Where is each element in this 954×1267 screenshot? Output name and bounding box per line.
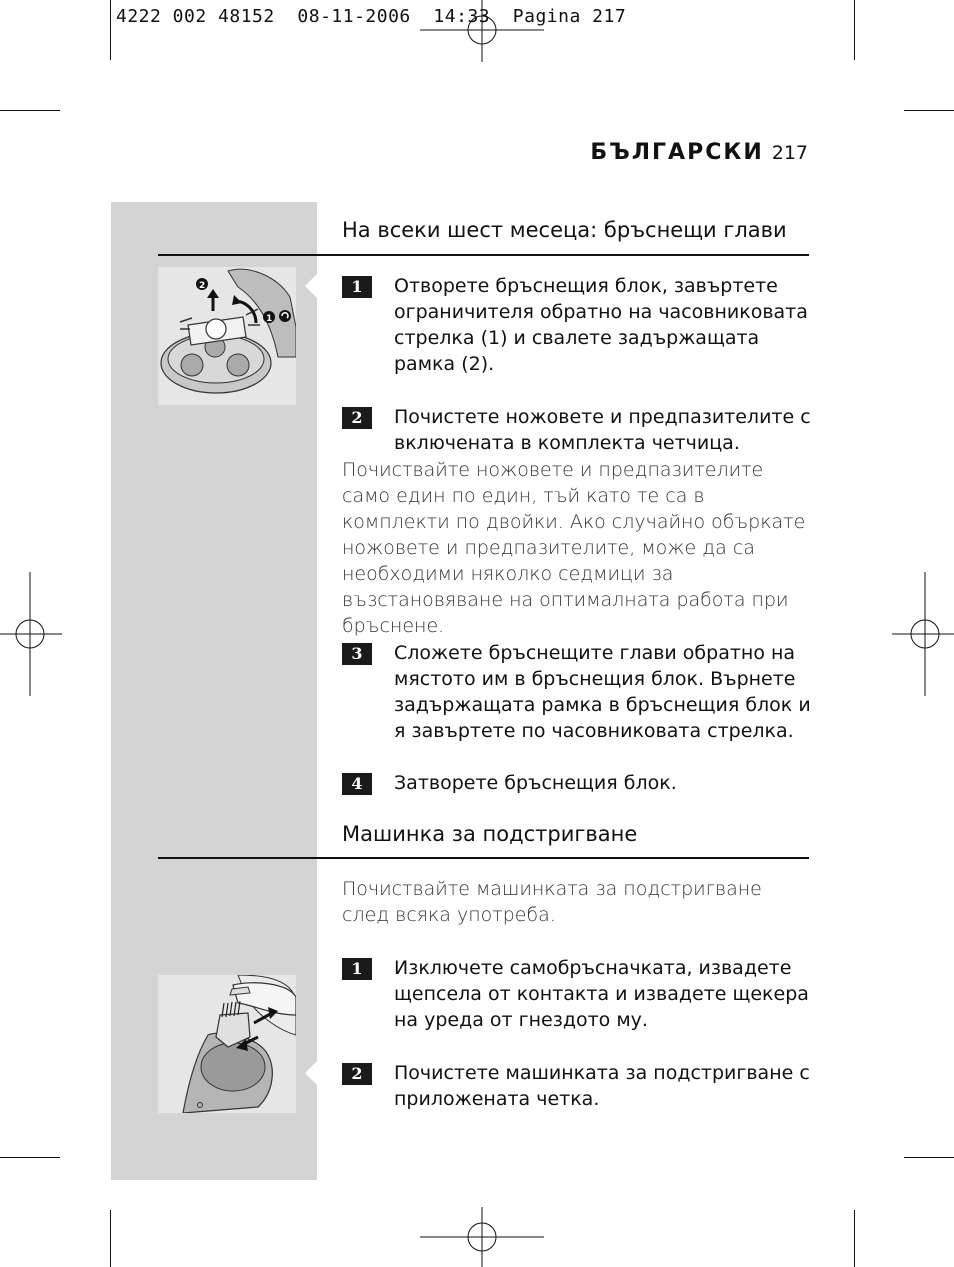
step-text-4: Затворете бръснещия блок. — [394, 772, 677, 794]
figure-trimmer-cleaning — [158, 975, 296, 1113]
section-title-shaving-heads: На всеки шест месеца: бръснещи глави — [342, 218, 787, 242]
language-title: БЪЛГАРСКИ — [590, 140, 764, 165]
step-number-3: 3 — [342, 643, 372, 665]
section-title-trimmer: Машинка за подстригване — [342, 822, 638, 846]
step-number-2: 2 — [342, 407, 372, 429]
trimmer-intro: Почиствайте машинката за подстригване след всяка употреба. — [342, 878, 762, 926]
registration-mark-left — [0, 572, 62, 696]
trimmer-step-number-2: 2 — [342, 1063, 372, 1085]
registration-mark-top — [420, 0, 544, 62]
trimmer-step-text-1: Изключете самобръсначката, извадете щепсела от контакта и извадете щекера на уреда от гнездото му. — [394, 957, 809, 1031]
step-text-3: Сложете бръснещите глави обратно на мястото им в бръснещия блок. Върнете задържащата рамка в бръснещия блок и я завъртете по часовниковата стрелка. — [394, 642, 811, 742]
print-slug: 4222 002 48152 08-11-2006 14:33 Pagina 217 — [116, 6, 627, 27]
section-divider — [158, 254, 809, 256]
marker-2: 2 — [199, 281, 206, 291]
step-number-4: 4 — [342, 773, 372, 795]
registration-mark-bottom — [420, 1207, 544, 1267]
trimmer-step-text-2: Почистете машинката за подстригване с приложената четка. — [394, 1062, 810, 1110]
marker-1: 1 — [266, 314, 273, 324]
pointer-notch — [305, 274, 317, 298]
cleaning-note: Почиствайте ножовете и предпазителите само един по един, тъй като те са в комплекти по двойки. Ако случайно объркате ножовете и предпазителите, може да са необходими няколко седмици за възстановяване на оптималната работа при бръснене. — [342, 459, 806, 637]
step-text-2: Почистете ножовете и предпазителите с включената в комплекта четчица. — [394, 406, 811, 454]
page-number: 217 — [771, 142, 808, 164]
registration-mark-right — [892, 572, 954, 696]
language-header — [590, 140, 808, 165]
pointer-notch — [305, 1061, 317, 1085]
shaving-unit-retaining-frame-illustration — [158, 267, 296, 405]
figure-shaving-unit — [158, 267, 296, 405]
step-number-1: 1 — [342, 276, 372, 298]
trimmer-step-number-1: 1 — [342, 958, 372, 980]
trimmer-brush-cleaning-illustration — [158, 975, 296, 1113]
section-divider — [158, 857, 809, 859]
step-text-1: Отворете бръснещия блок, завъртете ограничителя обратно на часовниковата стрелка (1) и свалете задържащата рамка (2). — [394, 275, 808, 375]
